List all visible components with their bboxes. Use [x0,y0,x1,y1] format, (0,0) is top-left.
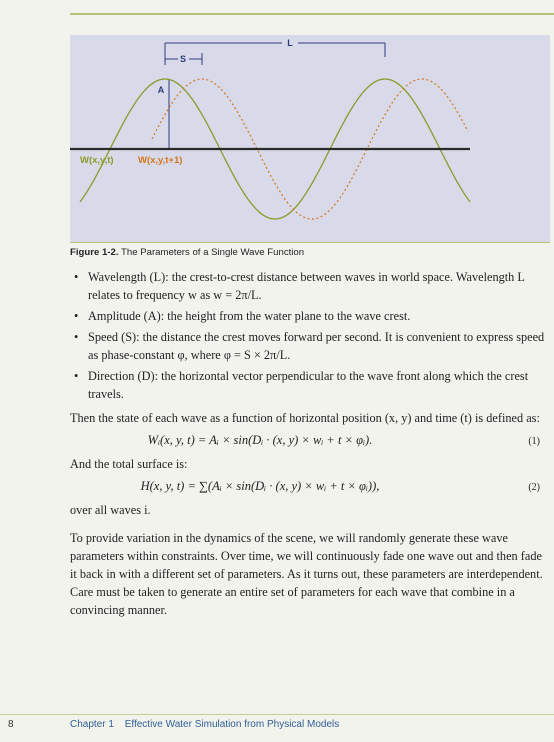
equation-2-text: H(x, y, t) = ∑(Aᵢ × sin(Dᵢ · (x, y) × wᵢ + t × φᵢ)), [140,479,380,493]
top-rule [70,13,554,15]
bullet-amplitude: • Amplitude (A): the height from the water plane to the wave crest. [70,307,550,325]
equation-1-number: (1) [528,436,540,447]
body-text [70,268,550,619]
footer-rule [0,714,554,715]
running-footer [70,719,339,730]
footer-chapter: Chapter 1 [70,719,114,730]
label-wave-current: W(x,y,t) [80,155,114,166]
caption-text: The Parameters of a Single Wave Function [118,247,305,258]
caption-rule [70,242,550,243]
label-L: L [287,38,293,48]
caption-label: Figure 1-2. [70,247,119,258]
equation-1-text: Wᵢ(x, y, t) = Aᵢ × sin(Dᵢ · (x, y) × wᵢ + t × φᵢ). [147,433,373,447]
label-wave-next: W(x,y,t+1) [138,155,183,166]
bullet-speed: • Speed (S): the distance the crest moves forward per second. It is convenient to express speed as phase-constant φ, where φ = S × 2π/L. [70,328,550,364]
parameter-list [70,268,550,403]
footer-title: Effective Water Simulation from Physical Models [124,719,340,730]
wave-figure [70,35,550,243]
equation-1 [70,427,550,455]
label-A: A [157,85,165,95]
bullet-direction: • Direction (D): the horizontal vector perpendicular to the wave front along which the crest travels. [70,367,550,403]
bullet-wavelength: • Wavelength (L): the crest-to-crest distance between waves in world space. Wavelength L relates to frequency w as w = 2π/L. [70,268,550,304]
wave-diagram [70,35,550,243]
page-number: 8 [8,719,14,730]
paragraph-total: And the total surface is: [70,457,188,471]
label-S: S [179,54,187,64]
equation-2-number: (2) [528,482,540,493]
paragraph-variation: To provide variation in the dynamics of the scene, we will randomly generate these wave parameters within constraints. Over time, we will continuously fade one wave out and then fade it back in with a different set of parameters. As it turns out, these parameters are interdependent. Care must be taken to generate an entire set of parameters for each wave that combine in a convincing manner. [70,531,543,617]
equation-2 [70,473,550,501]
figure-caption [70,247,304,258]
paragraph-over-all: over all waves i. [70,503,151,517]
paragraph-state: Then the state of each wave as a function of horizontal position (x, y) and time (t) is defined as: [70,411,540,425]
